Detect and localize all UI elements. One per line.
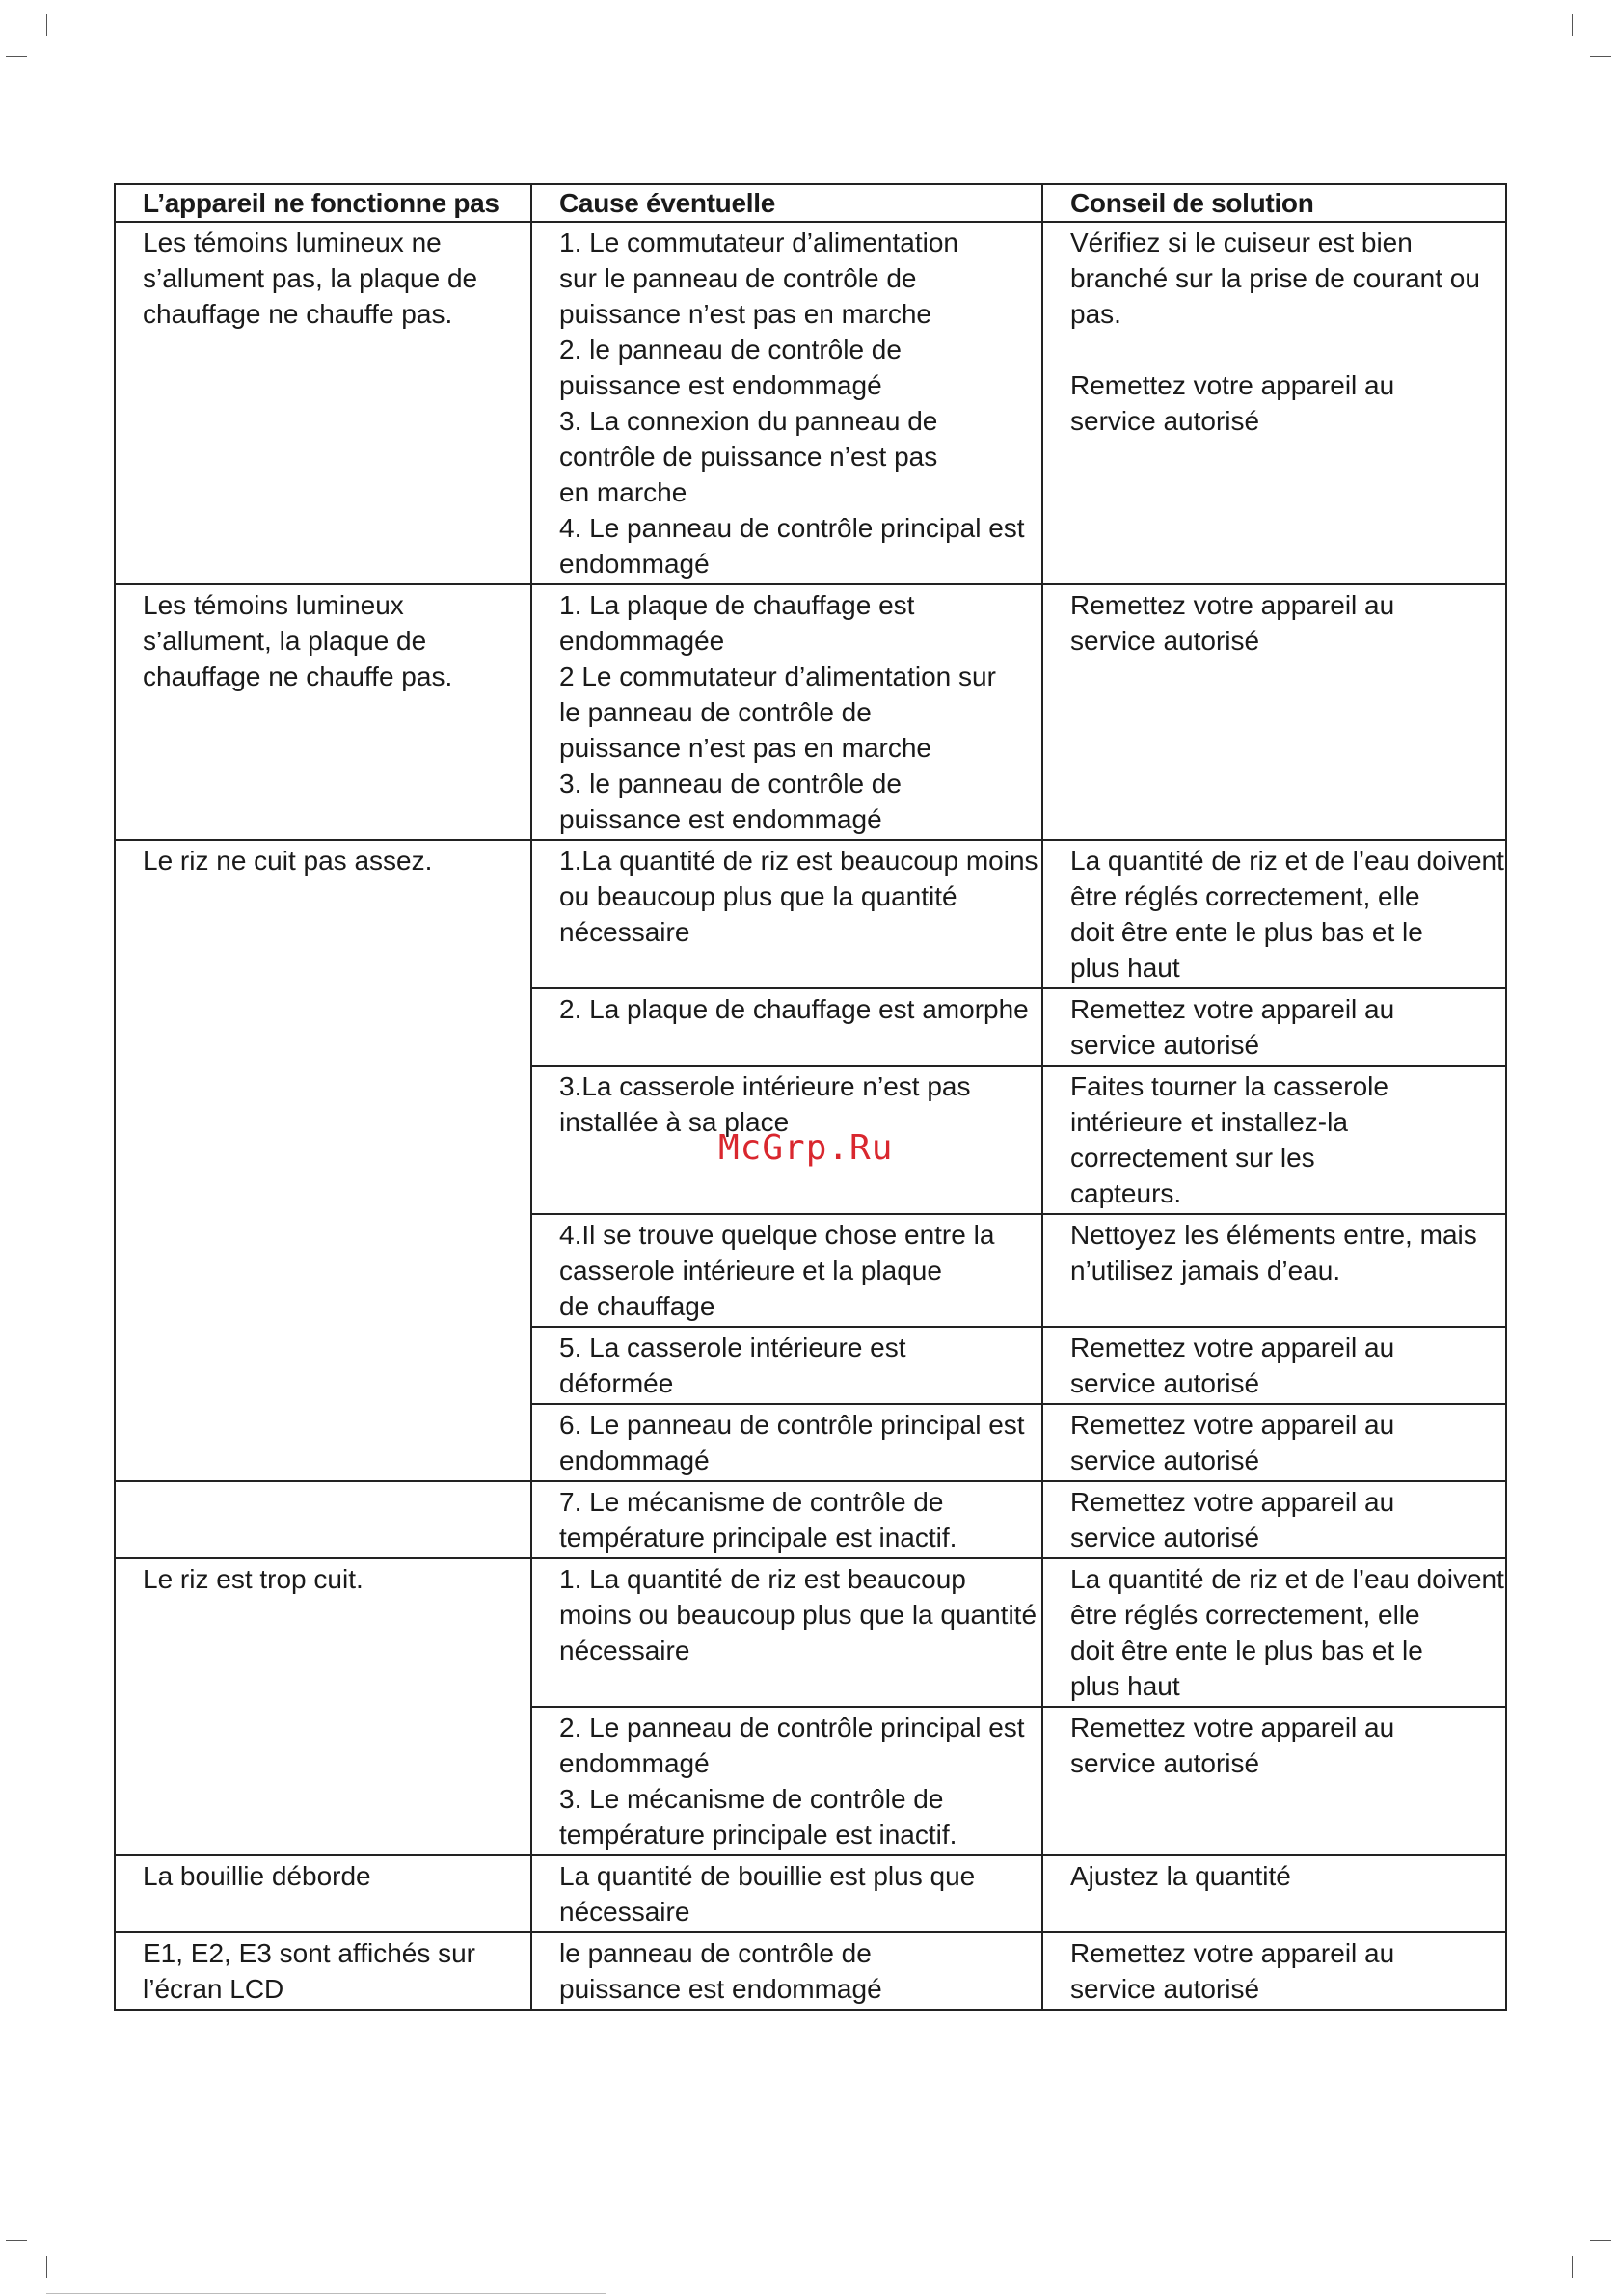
solution-cell	[1042, 1404, 1506, 1481]
crop-mark	[46, 2256, 47, 2278]
text-line: endommagé	[559, 549, 710, 579]
text-line: 3.La casserole intérieure n’est pas	[559, 1071, 971, 1101]
footer-rule	[46, 2293, 606, 2294]
text-line: 1.La quantité de riz est beaucoup moins	[559, 846, 1038, 876]
text-line: puissance est endommagé	[559, 1974, 882, 2004]
text-line: service autorisé	[1070, 626, 1260, 656]
header-solution: Conseil de solution	[1042, 184, 1506, 222]
text-line: s’allument pas, la plaque de	[143, 263, 478, 293]
text-line: 2. Le panneau de contrôle principal est	[559, 1713, 1025, 1742]
text-line: s’allument, la plaque de	[143, 626, 427, 656]
text-line: doit être ente le plus bas et le	[1070, 917, 1423, 947]
crop-mark	[1572, 14, 1573, 36]
solution-cell	[1042, 1214, 1506, 1327]
table-row	[115, 1855, 1506, 1932]
text-line: Remettez votre appareil au	[1070, 590, 1395, 620]
text-line: endommagé	[559, 1445, 710, 1475]
text-line: Vérifiez si le cuiseur est bien	[1070, 228, 1413, 257]
text-line: 6. Le panneau de contrôle principal est	[559, 1410, 1025, 1440]
solution-cell	[1042, 1558, 1506, 1707]
crop-mark	[46, 14, 47, 36]
solution-cell	[1042, 1327, 1506, 1404]
crop-mark	[1590, 2240, 1611, 2241]
text-line: être réglés correctement, elle	[1070, 881, 1420, 911]
text-line: sur le panneau de contrôle de	[559, 263, 917, 293]
text-line: 7. Le mécanisme de contrôle de	[559, 1487, 944, 1517]
text-line: E1, E2, E3 sont affichés sur	[143, 1938, 476, 1968]
cause-cell	[531, 222, 1042, 584]
text-line: La bouillie déborde	[143, 1861, 371, 1891]
text-line: 5. La casserole intérieure est	[559, 1333, 906, 1363]
problem-cell	[115, 1855, 531, 1932]
text-line: Les témoins lumineux ne	[143, 228, 442, 257]
solution-cell	[1042, 1481, 1506, 1558]
solution-part	[1070, 225, 1496, 332]
text-line: puissance est endommagé	[559, 804, 882, 834]
text-line: service autorisé	[1070, 1523, 1260, 1553]
problem-cell	[115, 1481, 531, 1558]
text-line: Remettez votre appareil au	[1070, 370, 1395, 400]
text-line: correctement sur les	[1070, 1143, 1315, 1173]
text-line: nécessaire	[559, 1897, 690, 1927]
solution-cell	[1042, 1855, 1506, 1932]
crop-mark	[1572, 2256, 1573, 2278]
text-line: Faites tourner la casserole	[1070, 1071, 1388, 1101]
problem-cell	[115, 584, 531, 840]
solution-cell	[1042, 1707, 1506, 1855]
text-line: branché sur la prise de courant ou	[1070, 263, 1480, 293]
text-line: 1. La plaque de chauffage est	[559, 590, 915, 620]
solution-cell	[1042, 840, 1506, 988]
problem-cell	[115, 1558, 531, 1855]
text-line: endommagé	[559, 1748, 710, 1778]
cause-cell	[531, 1327, 1042, 1404]
text-line: plus haut	[1070, 1671, 1180, 1701]
text-line: n’utilisez jamais d’eau.	[1070, 1256, 1341, 1285]
cause-cell	[531, 1558, 1042, 1707]
text-line: service autorisé	[1070, 1974, 1260, 2004]
cause-cell	[531, 1214, 1042, 1327]
table-header-row	[115, 184, 1506, 222]
text-line: puissance est endommagé	[559, 370, 882, 400]
text-line: Remettez votre appareil au	[1070, 994, 1395, 1024]
cause-cell	[531, 988, 1042, 1066]
text-line: service autorisé	[1070, 1445, 1260, 1475]
table-row	[115, 840, 1506, 988]
header-cause: Cause éventuelle	[531, 184, 1042, 222]
text-line: pas.	[1070, 299, 1121, 329]
problem-cell	[115, 1932, 531, 2010]
cause-cell	[531, 840, 1042, 988]
crop-mark	[6, 2240, 27, 2241]
text-line: de chauffage	[559, 1291, 715, 1321]
table-row	[115, 1481, 1506, 1558]
cause-cell	[531, 584, 1042, 840]
text-line: endommagée	[559, 626, 725, 656]
cause-cell	[531, 1855, 1042, 1932]
text-line: Remettez votre appareil au	[1070, 1938, 1395, 1968]
table-row	[115, 584, 1506, 840]
text-line: Le riz est trop cuit.	[143, 1564, 364, 1594]
text-line: 1. Le commutateur d’alimentation	[559, 228, 958, 257]
text-line: contrôle de puissance n’est pas	[559, 442, 938, 472]
text-line: 2. le panneau de contrôle de	[559, 335, 902, 365]
text-line: La quantité de riz et de l’eau doivent	[1070, 846, 1504, 876]
text-line: La quantité de bouillie est plus que	[559, 1861, 976, 1891]
text-line: 3. La connexion du panneau de	[559, 406, 938, 436]
text-line: le panneau de contrôle de	[559, 697, 872, 727]
cause-cell	[531, 1932, 1042, 2010]
text-line: Remettez votre appareil au	[1070, 1713, 1395, 1742]
text-line: ou beaucoup plus que la quantité	[559, 881, 957, 911]
text-line: nécessaire	[559, 1635, 690, 1665]
solution-cell	[1042, 1066, 1506, 1214]
cause-cell	[531, 1481, 1042, 1558]
text-line: puissance n’est pas en marche	[559, 733, 931, 763]
crop-mark	[6, 56, 27, 57]
table-row	[115, 222, 1506, 584]
cause-cell	[531, 1707, 1042, 1855]
text-line: service autorisé	[1070, 406, 1260, 436]
troubleshooting-table	[114, 183, 1507, 2011]
text-line: plus haut	[1070, 953, 1180, 983]
text-line: Nettoyez les éléments entre, mais	[1070, 1220, 1477, 1250]
table-row	[115, 1932, 1506, 2010]
text-line: service autorisé	[1070, 1368, 1260, 1398]
table-row	[115, 1558, 1506, 1707]
text-line: La quantité de riz et de l’eau doivent	[1070, 1564, 1504, 1594]
watermark: McGrp.Ru	[718, 1128, 894, 1168]
header-problem: L’appareil ne fonctionne pas	[115, 184, 531, 222]
text-line: moins ou beaucoup plus que la quantité	[559, 1600, 1038, 1630]
text-line: puissance n’est pas en marche	[559, 299, 931, 329]
text-line: installée à sa place	[559, 1107, 790, 1137]
text-line: être réglés correctement, elle	[1070, 1600, 1420, 1630]
text-line: service autorisé	[1070, 1748, 1260, 1778]
text-line: doit être ente le plus bas et le	[1070, 1635, 1423, 1665]
text-line: capteurs.	[1070, 1178, 1182, 1208]
text-line: Remettez votre appareil au	[1070, 1333, 1395, 1363]
text-line: Le riz ne cuit pas assez.	[143, 846, 433, 876]
text-line: 2. La plaque de chauffage est amorphe	[559, 994, 1029, 1024]
text-line: chauffage ne chauffe pas.	[143, 299, 453, 329]
text-line: en marche	[559, 477, 687, 507]
text-line: nécessaire	[559, 917, 690, 947]
text-line: 3. Le mécanisme de contrôle de	[559, 1784, 944, 1814]
text-line: 1. La quantité de riz est beaucoup	[559, 1564, 966, 1594]
text-line: Les témoins lumineux	[143, 590, 404, 620]
problem-cell	[115, 840, 531, 1481]
solution-cell	[1042, 584, 1506, 840]
text-line: température principale est inactif.	[559, 1523, 957, 1553]
text-line: 2 Le commutateur d’alimentation sur	[559, 662, 996, 691]
text-line: Remettez votre appareil au	[1070, 1410, 1395, 1440]
text-line: chauffage ne chauffe pas.	[143, 662, 453, 691]
text-line: Ajustez la quantité	[1070, 1861, 1291, 1891]
crop-mark	[1590, 56, 1611, 57]
text-line: 3. le panneau de contrôle de	[559, 769, 902, 798]
solution-cell	[1042, 1932, 1506, 2010]
cause-cell	[531, 1404, 1042, 1481]
solution-cell	[1042, 988, 1506, 1066]
text-line: l’écran LCD	[143, 1974, 284, 2004]
text-line: service autorisé	[1070, 1030, 1260, 1060]
text-line: le panneau de contrôle de	[559, 1938, 872, 1968]
text-line: Remettez votre appareil au	[1070, 1487, 1395, 1517]
text-line: température principale est inactif.	[559, 1820, 957, 1850]
solution-part	[1070, 367, 1496, 439]
text-line: casserole intérieure et la plaque	[559, 1256, 942, 1285]
solution-cell	[1042, 222, 1506, 584]
text-line: intérieure et installez-la	[1070, 1107, 1348, 1137]
text-line: 4. Le panneau de contrôle principal est	[559, 513, 1025, 543]
text-line: 4.Il se trouve quelque chose entre la	[559, 1220, 995, 1250]
problem-cell	[115, 222, 531, 584]
text-line: déformée	[559, 1368, 674, 1398]
